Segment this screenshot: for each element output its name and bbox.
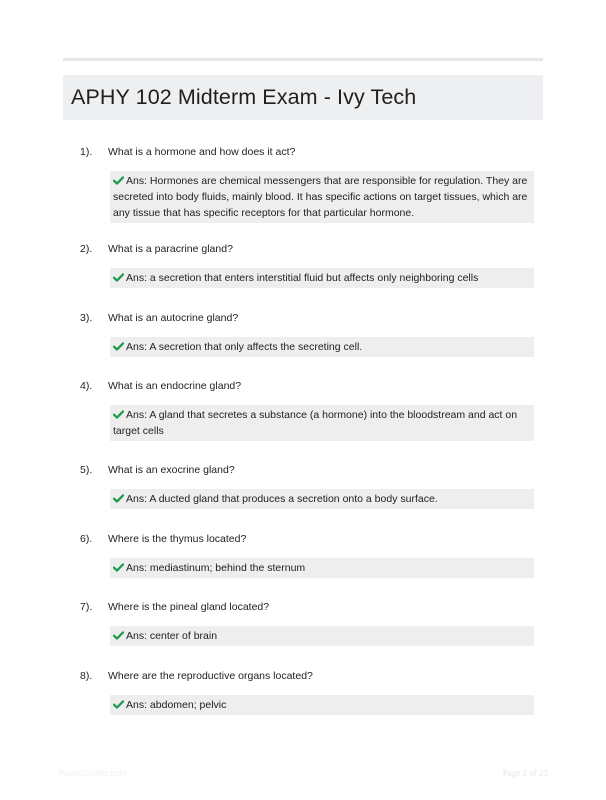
- answer-text: Ans: A gland that secretes a substance (a hormone) into the bloodstream and act on target cells: [113, 409, 518, 437]
- check-icon: [113, 273, 124, 282]
- answer-text: Ans: A secretion that only affects the secreting cell.: [126, 341, 363, 353]
- question-number: 1).: [80, 146, 93, 158]
- check-icon: [113, 631, 124, 640]
- question-number: 8).: [80, 670, 93, 682]
- top-divider: [63, 58, 543, 61]
- check-icon: [113, 342, 124, 351]
- footer-watermark: PaperStudio.com: [58, 768, 128, 778]
- check-icon: [113, 563, 124, 572]
- title-bar: [63, 75, 543, 120]
- check-icon: [113, 410, 124, 419]
- answer-box: [110, 171, 534, 223]
- question-text: What is an autocrine gland?: [108, 312, 239, 324]
- question-text: What is an exocrine gland?: [108, 464, 235, 476]
- question-text: What is a hormone and how does it act?: [108, 146, 296, 158]
- qa-item-2: [80, 242, 540, 288]
- answer-text: Ans: mediastinum; behind the sternum: [126, 562, 306, 574]
- qa-item-8: [80, 669, 540, 715]
- check-icon: [113, 494, 124, 503]
- question-text: What is a paracrine gland?: [108, 243, 233, 255]
- check-icon: [113, 176, 124, 185]
- answer-text: Ans: Hormones are chemical messengers that are responsible for regulation. They are secreted into body fluids, mainly blood. It has specific actions on target tissues, which are any tissue that has specific receptors for that particular hormone.: [113, 175, 528, 219]
- qa-item-1: [80, 145, 540, 223]
- answer-box: [110, 337, 534, 357]
- answer-text: Ans: abdomen; pelvic: [126, 699, 227, 711]
- answer-box: [110, 489, 534, 509]
- qa-item-4: [80, 379, 540, 441]
- answer-text: Ans: A ducted gland that produces a secretion onto a body surface.: [126, 493, 438, 505]
- answer-box: [110, 405, 534, 441]
- answer-text: Ans: center of brain: [126, 630, 218, 642]
- question-number: 6).: [80, 533, 93, 545]
- answer-box: [110, 695, 534, 715]
- question-number: 7).: [80, 601, 93, 613]
- question-text: Where is the pineal gland located?: [108, 601, 270, 613]
- question-number: 5).: [80, 464, 93, 476]
- answer-box: [110, 558, 534, 578]
- check-icon: [113, 700, 124, 709]
- answer-text: Ans: a secretion that enters interstitial fluid but affects only neighboring cells: [126, 272, 479, 284]
- qa-item-6: [80, 532, 540, 578]
- question-number: 4).: [80, 380, 93, 392]
- question-text: Where are the reproductive organs located?: [108, 670, 313, 682]
- question-number: 3).: [80, 312, 93, 324]
- qa-item-5: [80, 463, 540, 509]
- page-title: APHY 102 Midterm Exam - Ivy Tech: [71, 85, 417, 109]
- question-text: What is an endocrine gland?: [108, 380, 242, 392]
- qa-item-3: [80, 311, 540, 357]
- qa-item-7: [80, 600, 540, 646]
- answer-box: [110, 268, 534, 288]
- answer-box: [110, 626, 534, 646]
- question-number: 2).: [80, 243, 93, 255]
- page-number: Page 1 of 23: [502, 768, 548, 778]
- question-text: Where is the thymus located?: [108, 533, 247, 545]
